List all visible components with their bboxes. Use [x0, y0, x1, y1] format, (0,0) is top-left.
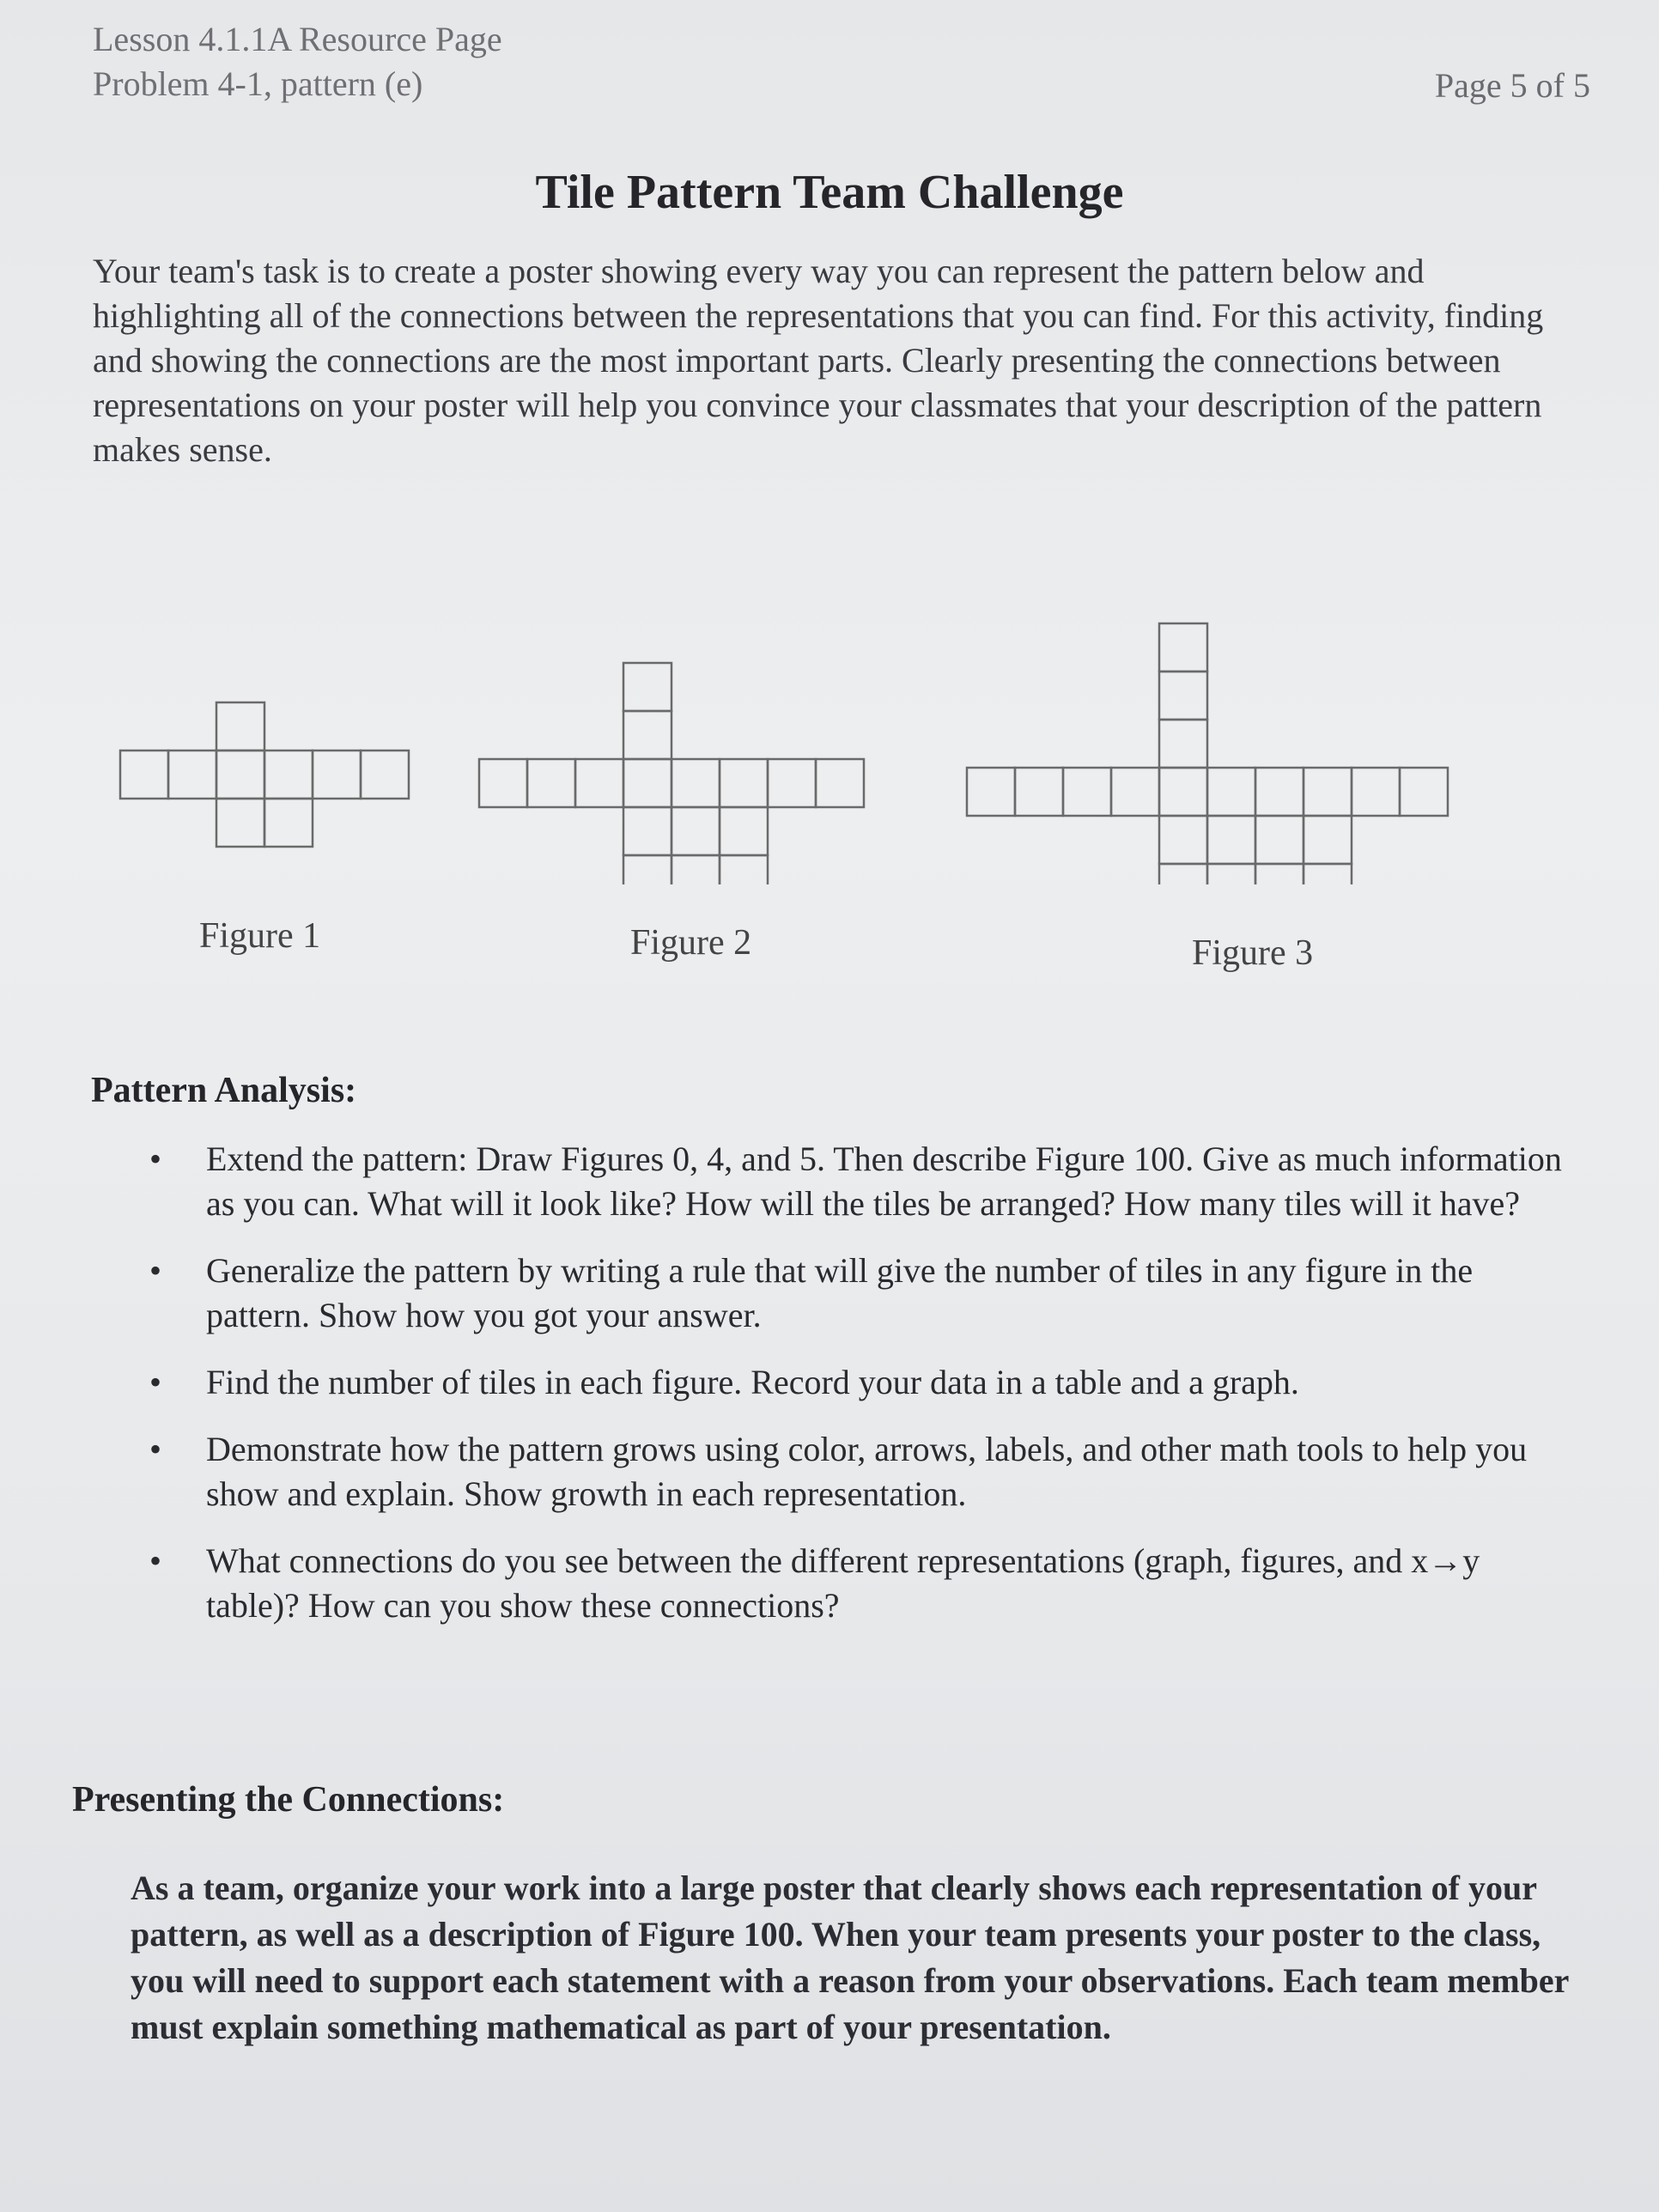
tile: [361, 750, 409, 799]
list-item: [149, 1249, 1580, 1338]
bullet-icon: •: [149, 1430, 162, 1468]
figure-3-label: Figure 3: [1192, 933, 1314, 973]
tile: [1207, 768, 1255, 816]
tile: [1255, 768, 1304, 816]
tile: [623, 759, 672, 807]
tile: [720, 807, 768, 855]
tile: [168, 750, 216, 799]
tile: [1304, 816, 1352, 864]
page-number: Page 5 of 5: [1434, 66, 1590, 105]
figure-1-tiles: [120, 702, 409, 847]
list-item-text: Extend the pattern: Draw Figures 0, 4, and 5. Then describe Figure 100. Give as much information as you can. What will it look like? How will the tiles be arranged? How many tiles will it have?: [206, 1139, 1562, 1223]
list-item-text: Demonstrate how the pattern grows using color, arrows, labels, and other math tools to help you show and explain. Show growth in each representation.: [206, 1430, 1528, 1513]
tile: [1111, 768, 1159, 816]
tile: [816, 759, 864, 807]
figure-1-label: Figure 1: [199, 916, 321, 956]
tile: [1304, 864, 1352, 884]
tile: [1207, 864, 1255, 884]
tile: [623, 855, 672, 884]
figure-3-tiles: [967, 623, 1448, 884]
list-item-text: Find the number of tiles in each figure. Record your data in a table and a graph.: [206, 1363, 1299, 1401]
tile: [672, 855, 720, 884]
lesson-label: Lesson 4.1.1A Resource Page: [93, 20, 502, 58]
tile: [1159, 672, 1207, 720]
list-item: [149, 1427, 1580, 1516]
intro-paragraph: Your team's task is to create a poster showing every way you can represent the pattern below and highlighting all of the connections between the representations that you can find. For this activity, finding and showing the connections are the most important parts. Clearly presenting the connections between representations on your poster will help you convince your classmates that your description of the pattern makes sense.: [93, 252, 1544, 469]
tile: [623, 663, 672, 711]
list-item-text: What connections do you see between the different representations (graph, figures, and x→y table)? How can you show these connections?: [206, 1541, 1480, 1625]
tile: [1159, 864, 1207, 884]
tile: [479, 759, 527, 807]
bullet-icon: •: [149, 1363, 162, 1401]
tile: [768, 759, 816, 807]
page-title: Tile Pattern Team Challenge: [535, 166, 1124, 219]
tile: [623, 807, 672, 855]
presenting-heading: Presenting the Connections:: [72, 1780, 505, 1820]
tile: [120, 750, 168, 799]
tile: [1063, 768, 1111, 816]
figure-2-label: Figure 2: [630, 923, 752, 963]
tile: [1159, 816, 1207, 864]
tile: [1255, 864, 1304, 884]
tile: [264, 750, 313, 799]
tile: [575, 759, 623, 807]
tile: [720, 759, 768, 807]
tile: [313, 750, 361, 799]
tile: [1159, 720, 1207, 768]
list-item-text: Generalize the pattern by writing a rule that will give the number of tiles in any figure in the pattern. Show how you got your answer.: [206, 1251, 1474, 1334]
tile: [967, 768, 1015, 816]
tile: [1304, 768, 1352, 816]
tile: [1015, 768, 1063, 816]
problem-label: Problem 4-1, pattern (e): [93, 64, 423, 103]
tile: [527, 759, 575, 807]
tile: [1159, 768, 1207, 816]
list-item: [149, 1137, 1580, 1226]
tile: [720, 855, 768, 884]
tile: [672, 807, 720, 855]
tile: [1400, 768, 1448, 816]
list-item: [149, 1360, 1580, 1405]
tile: [1207, 816, 1255, 864]
tile: [1352, 768, 1400, 816]
list-item: [149, 1539, 1580, 1628]
tile: [1255, 816, 1304, 864]
figure-2-tiles: [479, 663, 864, 884]
tile: [216, 799, 264, 847]
presenting-paragraph: As a team, organize your work into a large poster that clearly shows each representation of your pattern, as well as a description of Figure 100. When your team presents your poster to the class, you will need to support each statement with a reason from your observations. Each team member must explain something mathematical as part of your presentation.: [131, 1869, 1569, 2046]
bullet-icon: •: [149, 1139, 162, 1178]
tile: [216, 750, 264, 799]
pattern-analysis-list: [149, 1137, 1580, 1650]
tile: [672, 759, 720, 807]
tile: [623, 711, 672, 759]
tile: [1159, 623, 1207, 672]
tile: [216, 702, 264, 750]
tile: [264, 799, 313, 847]
bullet-icon: •: [149, 1541, 162, 1580]
bullet-icon: •: [149, 1251, 162, 1290]
pattern-analysis-heading: Pattern Analysis:: [91, 1071, 357, 1110]
tile-figures: [112, 610, 1571, 884]
